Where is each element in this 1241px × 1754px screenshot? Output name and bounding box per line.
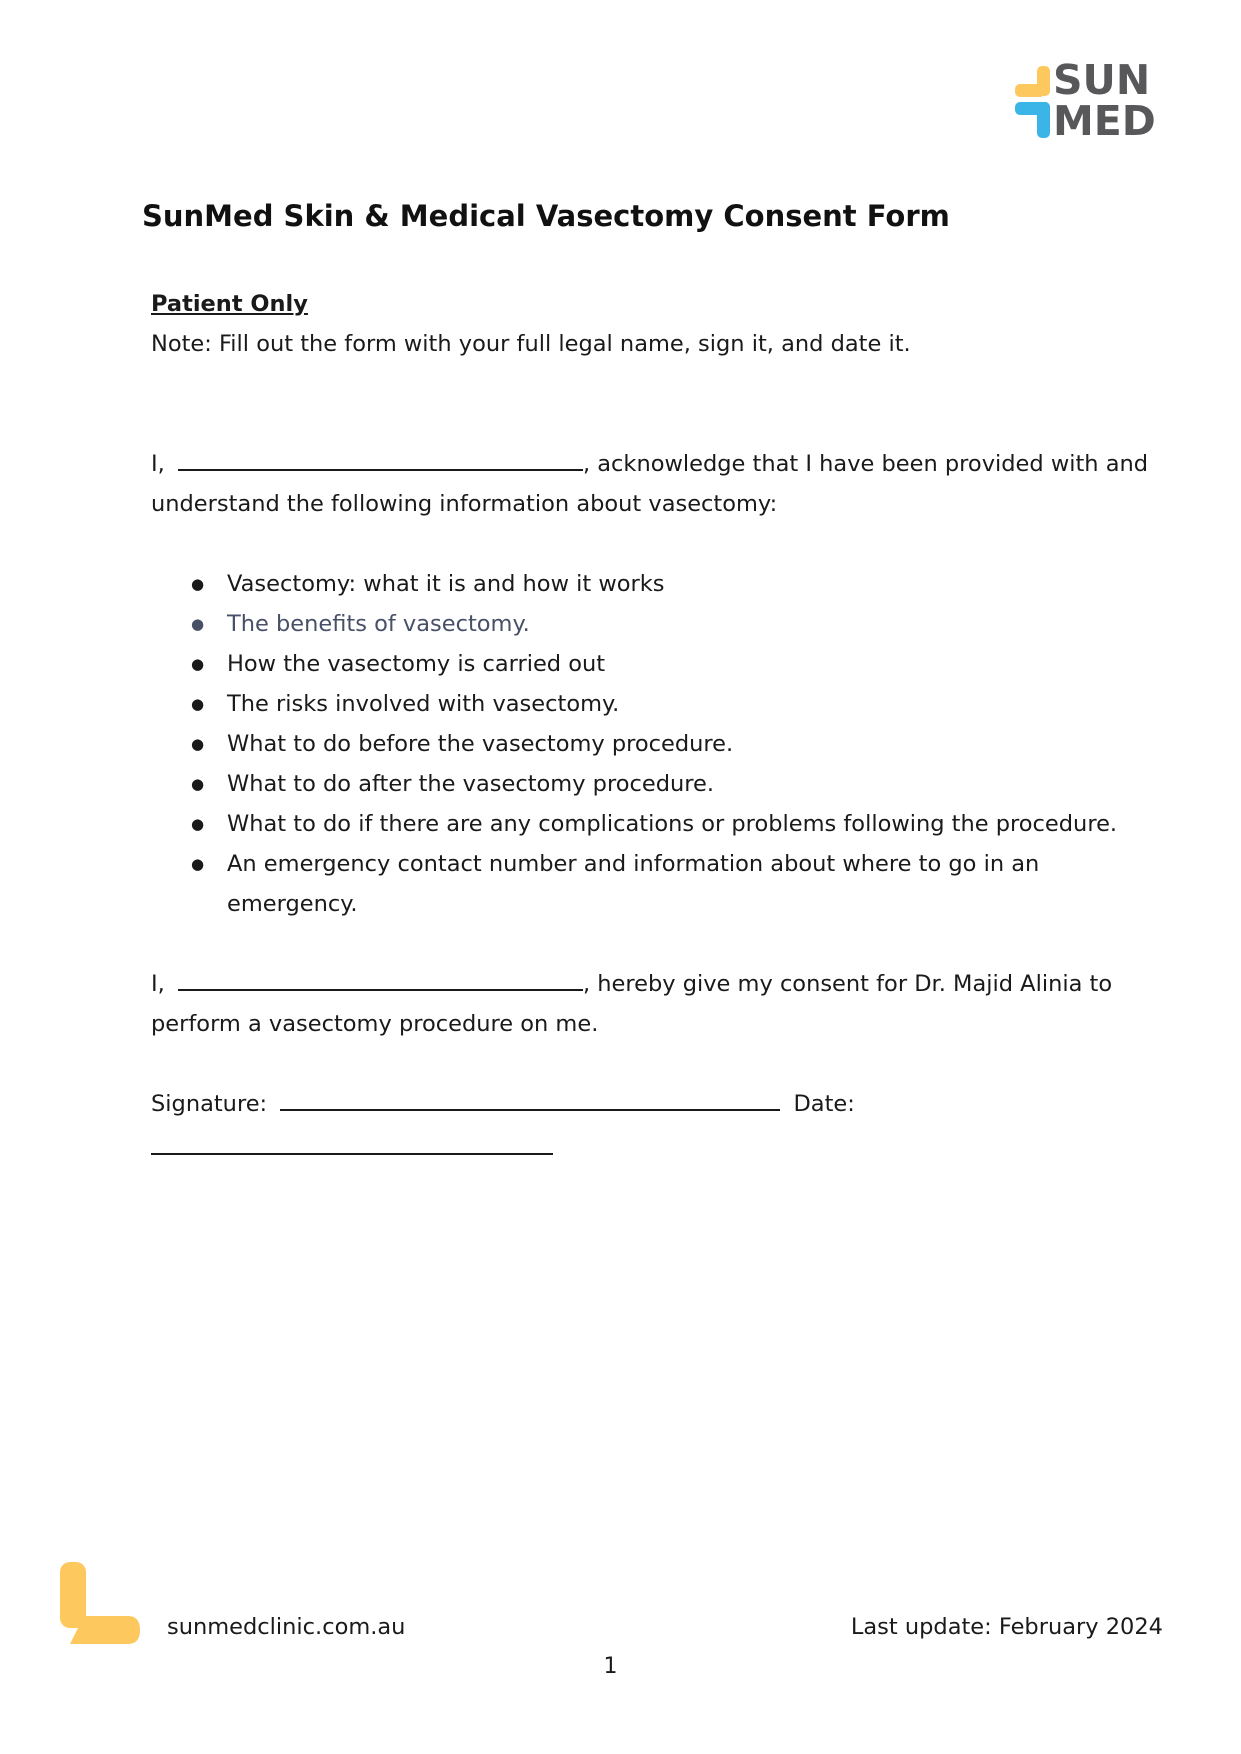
acknowledge-paragraph <box>151 444 1161 524</box>
sunmed-logo-icon <box>1015 62 1055 142</box>
spacer <box>151 524 1161 564</box>
date-blank[interactable] <box>151 1133 553 1155</box>
sunmed-footer-mark-icon <box>60 1562 140 1644</box>
logo-line-sun: SUN <box>1053 56 1151 104</box>
signature-label: Signature: <box>151 1091 268 1117</box>
signature-blank[interactable] <box>280 1089 780 1111</box>
logo-line-med: MED <box>1053 97 1156 145</box>
sunmed-logo <box>1015 56 1165 145</box>
page-title: SunMed Skin & Medical Vasectomy Consent Form <box>142 199 950 233</box>
name-blank-acknowledge[interactable] <box>178 449 583 471</box>
acknowledge-suffix: , acknowledge that I have been provided with and <box>582 451 1149 477</box>
form-body <box>151 284 1161 1168</box>
consent-continuation: perform a vasectomy procedure on me. <box>151 1011 599 1037</box>
form-note: Note: Fill out the form with your full legal name, sign it, and date it. <box>151 331 911 357</box>
list-item: ● An emergency contact number and information about where to go in an emergency. <box>191 844 1071 924</box>
list-item: ● What to do if there are any complications or problems following the procedure. <box>191 804 1161 844</box>
consent-paragraph <box>151 964 1161 1044</box>
acknowledge-continuation: understand the following information about vasectomy: <box>151 491 778 517</box>
list-item: ● The benefits of vasectomy. <box>191 604 1161 644</box>
spacer <box>151 1044 1161 1084</box>
footer-website: sunmedclinic.com.au <box>167 1614 406 1640</box>
signature-block <box>151 1084 1161 1168</box>
section-label-patient-only: Patient Only <box>151 291 308 317</box>
spacer <box>151 924 1161 964</box>
page-number: 1 <box>603 1654 618 1679</box>
list-item: ● The risks involved with vasectomy. <box>191 684 1161 724</box>
info-list <box>191 564 1161 924</box>
acknowledge-prefix: I, <box>151 451 165 477</box>
list-item: ● What to do after the vasectomy procedure. <box>191 764 1161 804</box>
name-blank-consent[interactable] <box>178 969 583 991</box>
date-label: Date: <box>793 1091 855 1117</box>
list-item: ● How the vasectomy is carried out <box>191 644 1161 684</box>
footer-last-update: Last update: February 2024 <box>850 1614 1163 1640</box>
sunmed-logo-text <box>1053 56 1156 145</box>
spacer <box>151 364 1161 444</box>
consent-prefix: I, <box>151 971 165 997</box>
consent-suffix: , hereby give my consent for Dr. Majid Alinia to <box>582 971 1113 997</box>
list-item: ● Vasectomy: what it is and how it works <box>191 564 1161 604</box>
list-item: ● What to do before the vasectomy procedure. <box>191 724 1161 764</box>
